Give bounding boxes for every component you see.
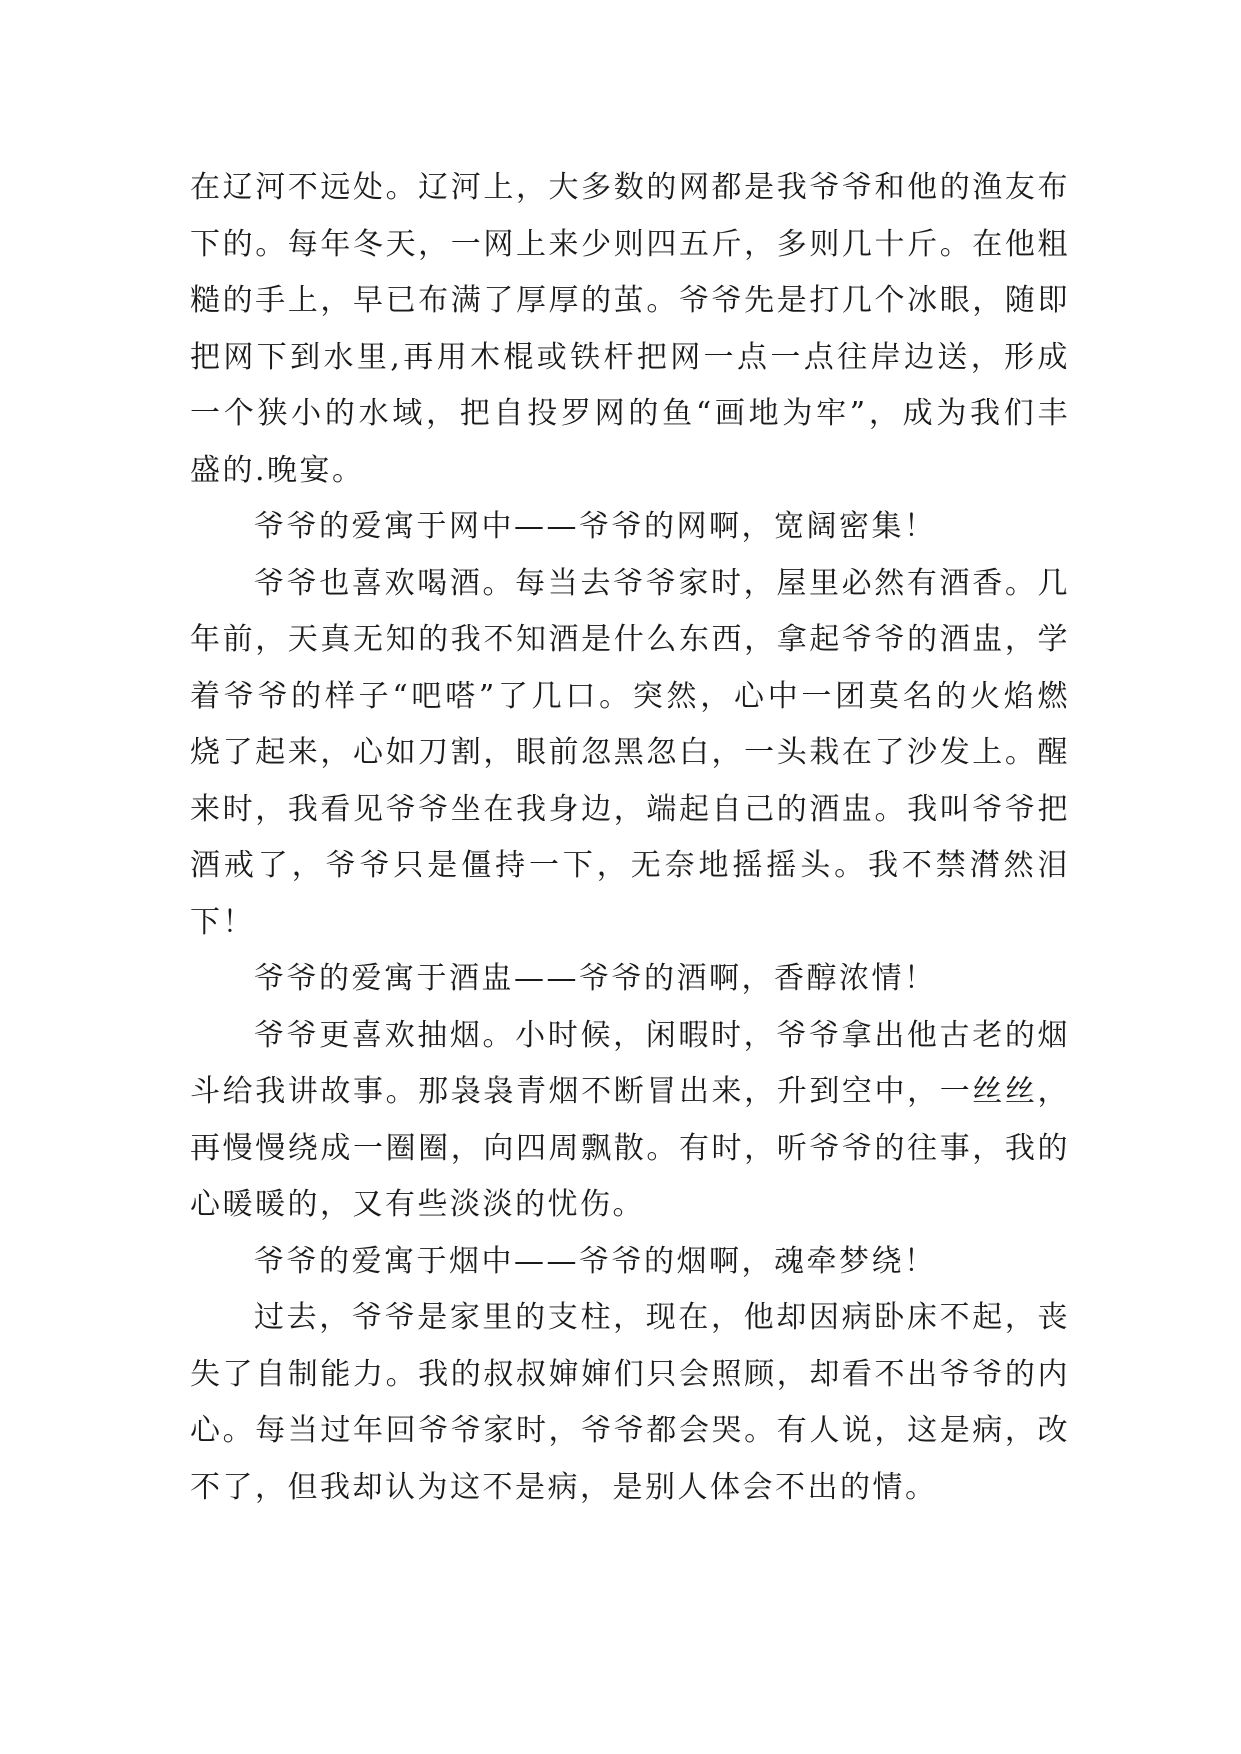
paragraph-illness: 过去，爷爷是家里的支柱，现在，他却因病卧床不起，丧失了自制能力。我的叔叔婶婶们只会照顾，却看不出爷爷的内心。每当过年回爷爷家时，爷爷都会哭。有人说，这是病，改不了，但我却认为这不是病，是别人体会不出的情。 [190, 1300, 1070, 1505]
paragraph-wine-summary: 爷爷的爱寓于酒盅——爷爷的酒啊，香醇浓情！ [254, 961, 937, 996]
paragraph-net-summary: 爷爷的爱寓于网中——爷爷的网啊，宽阔密集！ [254, 509, 937, 544]
document-page [190, 160, 1070, 1516]
paragraph-drinking: 爷爷也喜欢喝酒。每当去爷爷家时，屋里必然有酒香。几年前，天真无知的我不知酒是什么东西，拿起爷爷的酒盅，学着爷爷的样子“吧嗒”了几口。突然，心中一团莫名的火焰燃烧了起来，心如刀割，眼前忽黑忽白，一头栽在了沙发上。醒来时，我看见爷爷坐在我身边，端起自己的酒盅。我叫爷爷把酒戒了，爷爷只是僵持一下，无奈地摇摇头。我不禁潸然泪下！ [190, 565, 1070, 940]
paragraph-smoke-summary: 爷爷的爱寓于烟中——爷爷的烟啊，魂牵梦绕！ [254, 1243, 937, 1279]
paragraph-smoking: 爷爷更喜欢抽烟。小时候，闲暇时，爷爷拿出他古老的烟斗给我讲故事。那袅袅青烟不断冒出来，升到空中，一丝丝，再慢慢绕成一圈圈，向四周飘散。有时，听爷爷的往事，我的心暖暖的，又有些淡淡的忧伤。 [190, 1017, 1070, 1222]
paragraph-fishing-net: 在辽河不远处。辽河上，大多数的网都是我爷爷和他的渔友布下的。每年冬天，一网上来少则四五斤，多则几十斤。在他粗糙的手上，早已布满了厚厚的茧。爷爷先是打几个冰眼，随即把网下到水里,再用木棍或铁杆把网一点一点往岸边送，形成一个狭小的水域，把自投罗网的鱼“画地为牢”，成为我们丰盛的.晚宴。 [190, 170, 1070, 488]
